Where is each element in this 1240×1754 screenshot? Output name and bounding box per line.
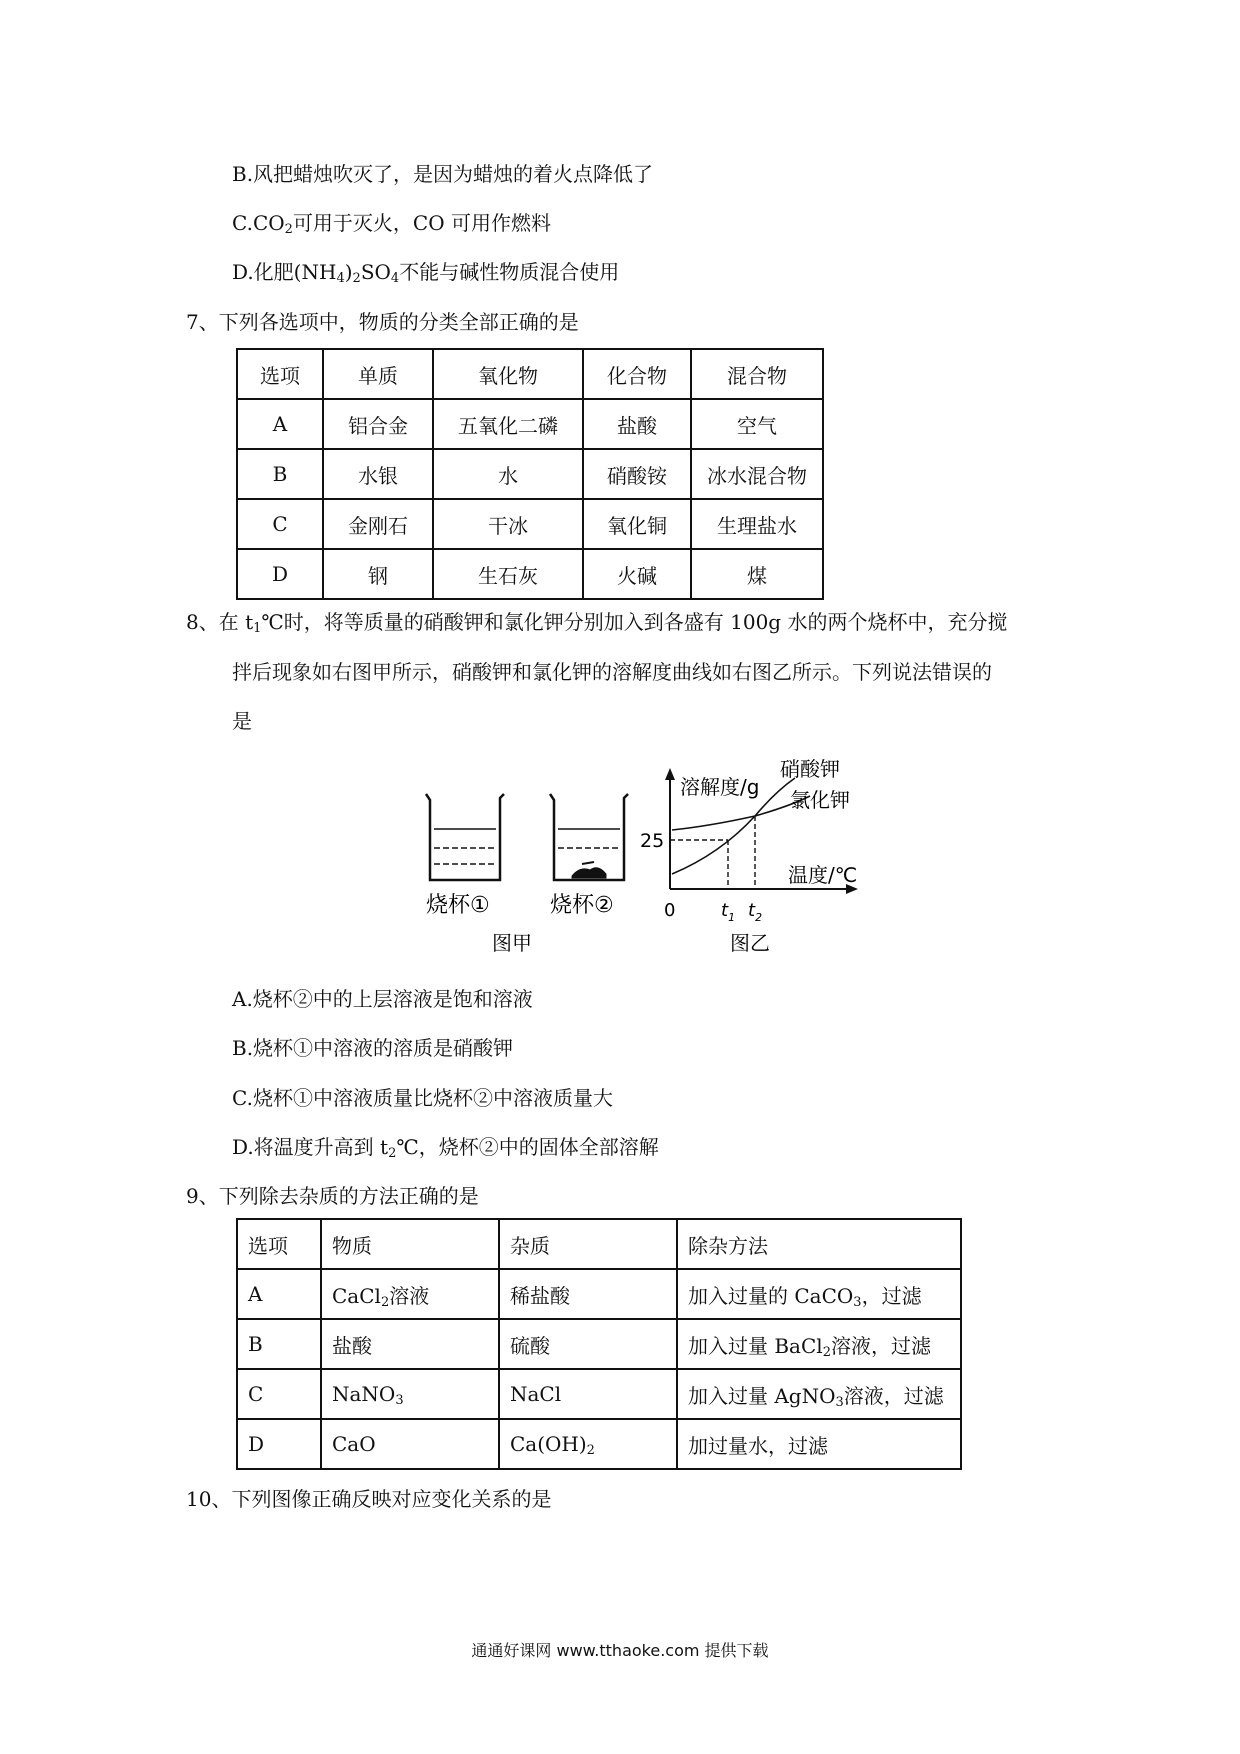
table-cell: 加入过量 AgNO$_3$溶液，过滤 [677, 1369, 961, 1419]
table-cell: 盐酸 [583, 399, 691, 449]
table-cell: C [237, 499, 323, 549]
page-footer: 通通好课网 www.tthaoke.com 提供下载 [471, 1641, 769, 1660]
table-cell: 硝酸铵 [583, 449, 691, 499]
table-cell: 五氧化二磷 [433, 399, 583, 449]
table-header-cell: 选项 [237, 1219, 321, 1269]
figure-b-caption: 图乙 [730, 931, 770, 955]
q6-option-d: D.化肥$(NH_4)_2SO_4$不能与碱性物质混合使用 [232, 260, 620, 286]
q8-option-d: D.将温度升高到 $t_2℃$，烧杯②中的固体全部溶解 [232, 1135, 659, 1161]
origin-label: 0 [664, 900, 676, 921]
table-cell: 火碱 [583, 549, 691, 599]
q9-table [236, 1218, 962, 1470]
table-header-cell: 物质 [321, 1219, 499, 1269]
table-cell: B [237, 1319, 321, 1369]
table-cell: C [237, 1369, 321, 1419]
table-header-cell: 单质 [323, 349, 433, 399]
table-header-row [237, 349, 823, 399]
table-cell: CaO [321, 1419, 499, 1469]
q8-stem-line2: 拌后现象如右图甲所示，硝酸钾和氯化钾的溶解度曲线如右图乙所示。下列说法错误的 [232, 660, 992, 684]
x-axis-label: 温度/℃ [788, 863, 858, 887]
table-cell: 水银 [323, 449, 433, 499]
q8-option-b: B.烧杯①中溶液的溶质是硝酸钾 [232, 1036, 514, 1060]
curve-kno3-label: 硝酸钾 [780, 757, 840, 781]
q10-stem: 10、下列图像正确反映对应变化关系的是 [186, 1487, 552, 1511]
q8-figure [410, 754, 880, 969]
table-cell: 铝合金 [323, 399, 433, 449]
table-cell: 空气 [691, 399, 823, 449]
table-header-cell: 化合物 [583, 349, 691, 399]
beaker-2-icon [550, 794, 628, 880]
q7-stem: 7、下列各选项中，物质的分类全部正确的是 [186, 310, 579, 334]
beaker-2-label: 烧杯② [550, 893, 614, 918]
table-header-cell: 混合物 [691, 349, 823, 399]
y-axis-label: 溶解度/g [680, 775, 760, 799]
table-cell: 加入过量的 CaCO$_3$，过滤 [677, 1269, 961, 1319]
q7-table [236, 348, 824, 600]
table-cell: 冰水混合物 [691, 449, 823, 499]
figure-a-caption: 图甲 [492, 931, 532, 955]
table-cell: 硫酸 [499, 1319, 677, 1369]
table-cell: 盐酸 [321, 1319, 499, 1369]
beaker-1-label: 烧杯① [426, 893, 490, 918]
q9-stem: 9、下列除去杂质的方法正确的是 [186, 1184, 479, 1208]
table-cell: $Ca(OH)_2$ [499, 1419, 677, 1469]
table-cell: 干冰 [433, 499, 583, 549]
table-row [237, 1319, 961, 1369]
table-cell: D [237, 549, 323, 599]
beaker-1-icon [426, 794, 504, 880]
table-cell: 氧化铜 [583, 499, 691, 549]
table-row [237, 499, 823, 549]
table-cell: NaNO$_3$ [321, 1369, 499, 1419]
table-cell: 加过量水，过滤 [677, 1419, 961, 1469]
q8-stem-line1: 8、在 $t_1℃$时，将等质量的硝酸钾和氯化钾分别加入到各盛有 100g 水的两个烧杯中，充分搅 [186, 610, 1008, 636]
table-cell: 金刚石 [323, 499, 433, 549]
curve-kcl-label: 氯化钾 [790, 788, 850, 812]
table-row [237, 1369, 961, 1419]
table-row [237, 399, 823, 449]
table-header-cell: 杂质 [499, 1219, 677, 1269]
table-header-row [237, 1219, 961, 1269]
table-cell: 稀盐酸 [499, 1269, 677, 1319]
table-cell: 煤 [691, 549, 823, 599]
t1-label: $t_1$ [721, 900, 736, 924]
table-cell: A [237, 399, 323, 449]
table-row [237, 1419, 961, 1469]
table-header-cell: 除杂方法 [677, 1219, 961, 1269]
table-header-cell: 氧化物 [433, 349, 583, 399]
table-cell: B [237, 449, 323, 499]
table-row [237, 549, 823, 599]
q8-option-a: A.烧杯②中的上层溶液是饱和溶液 [232, 987, 533, 1011]
table-cell: 水 [433, 449, 583, 499]
y-tick-25: 25 [640, 830, 665, 852]
table-cell: CaCl$_2$溶液 [321, 1269, 499, 1319]
q6-option-b: B.风把蜡烛吹灭了，是因为蜡烛的着火点降低了 [232, 162, 654, 186]
table-row [237, 1269, 961, 1319]
table-cell: 钢 [323, 549, 433, 599]
table-cell: A [237, 1269, 321, 1319]
table-cell: NaCl [499, 1369, 677, 1419]
t2-label: $t_2$ [748, 900, 763, 924]
table-row [237, 449, 823, 499]
q6-option-c: $C.CO_2$可用于灭火，CO 可用作燃料 [232, 211, 551, 237]
q8-stem-line3: 是 [232, 709, 252, 733]
q8-option-c: C.烧杯①中溶液质量比烧杯②中溶液质量大 [232, 1086, 613, 1110]
table-cell: 加入过量 BaCl$_2$溶液，过滤 [677, 1319, 961, 1369]
table-cell: 生石灰 [433, 549, 583, 599]
table-cell: D [237, 1419, 321, 1469]
table-cell: 生理盐水 [691, 499, 823, 549]
table-header-cell: 选项 [237, 349, 323, 399]
